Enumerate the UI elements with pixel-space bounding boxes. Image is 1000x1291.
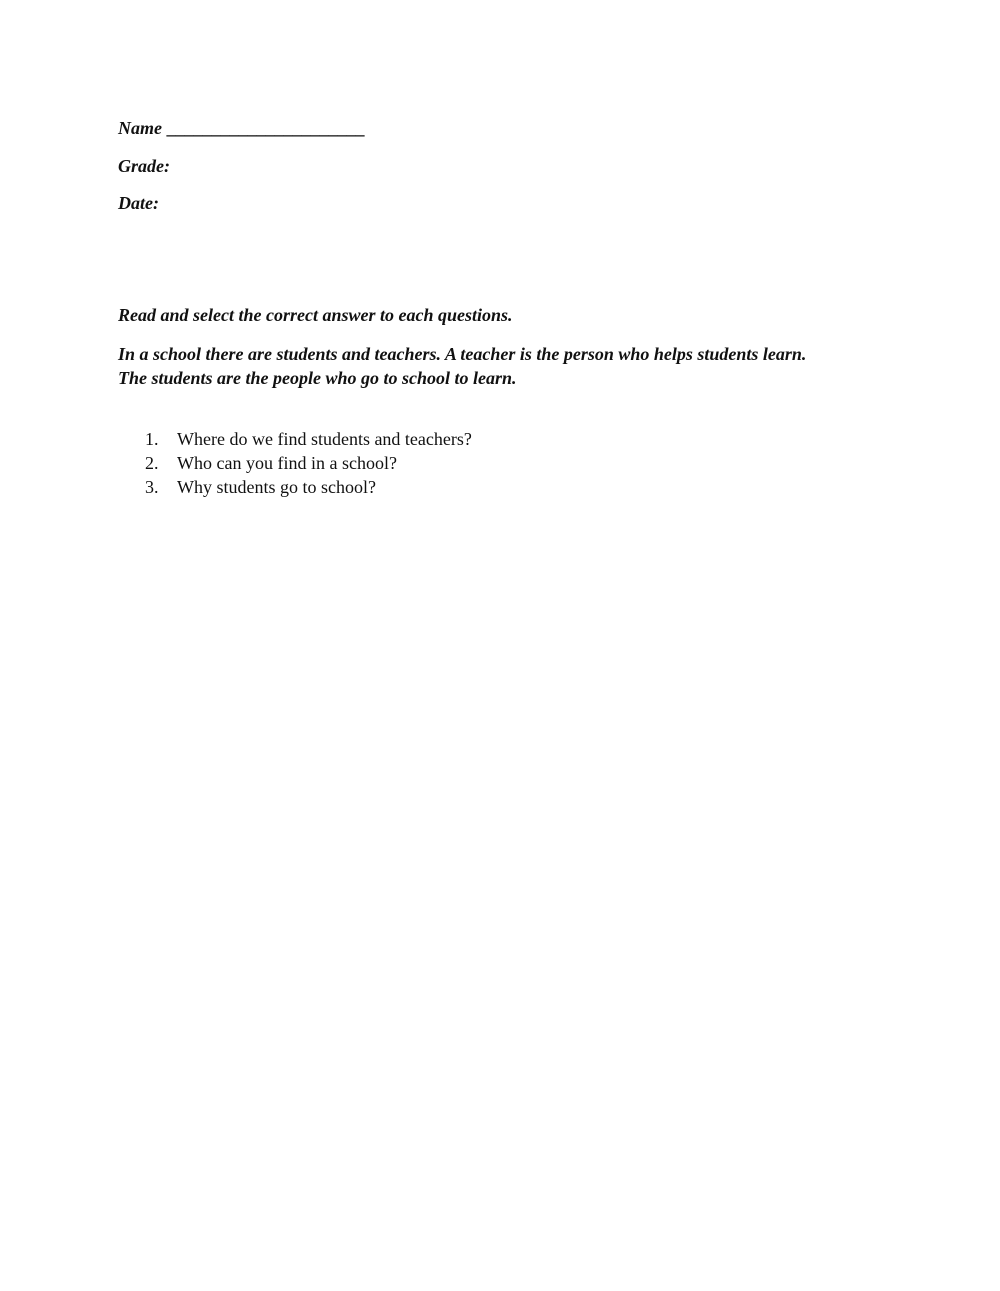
question-item bbox=[145, 451, 472, 475]
instruction-text: Read and select the correct answer to each questions. bbox=[118, 305, 513, 325]
question-text: Where do we find students and teachers? bbox=[177, 429, 472, 449]
question-text: Why students go to school? bbox=[177, 477, 376, 497]
name-label: Name bbox=[118, 118, 162, 138]
name-field bbox=[118, 117, 365, 139]
question-number: 3. bbox=[145, 477, 159, 497]
question-item bbox=[145, 475, 472, 499]
question-number: 1. bbox=[145, 429, 159, 449]
question-text: Who can you find in a school? bbox=[177, 453, 397, 473]
name-blank-line: ______________________ bbox=[166, 118, 365, 138]
question-item bbox=[145, 427, 472, 451]
reading-passage bbox=[118, 342, 898, 390]
grade-field bbox=[118, 155, 170, 177]
passage-line: The students are the people who go to school to learn. bbox=[118, 368, 517, 388]
question-list bbox=[145, 427, 472, 499]
question-number: 2. bbox=[145, 453, 159, 473]
passage-line: In a school there are students and teachers. A teacher is the person who helps students learn. bbox=[118, 344, 807, 364]
grade-label: Grade: bbox=[118, 156, 170, 176]
date-field bbox=[118, 192, 159, 214]
date-label: Date: bbox=[118, 193, 159, 213]
